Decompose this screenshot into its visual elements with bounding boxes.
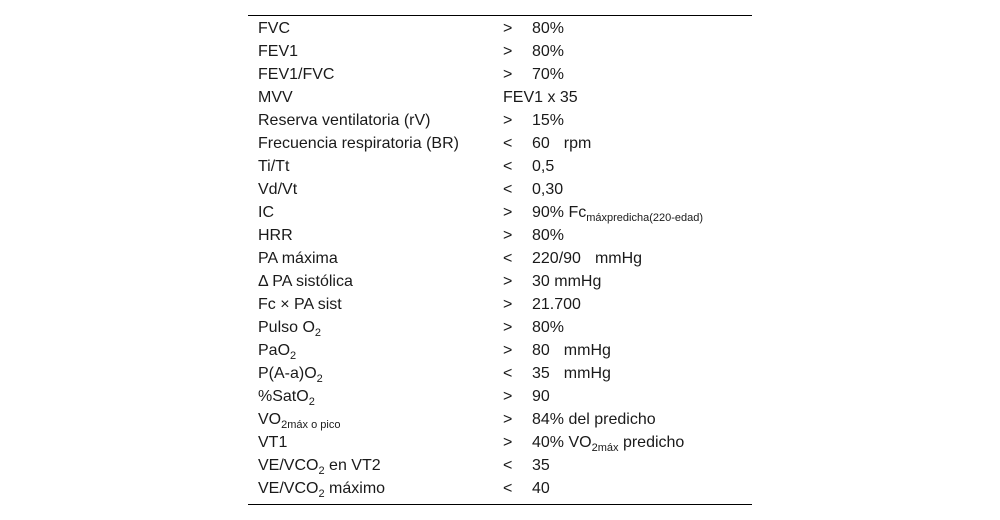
reference-value: 84% del predicho: [532, 411, 656, 428]
parameter-main: Pulso O: [258, 319, 315, 336]
parameter-subscript: 2: [316, 373, 323, 385]
operator: <: [503, 135, 513, 152]
parameter-name: Ti/Tt: [258, 158, 290, 175]
parameter-name: [258, 478, 385, 499]
value-subscript: 2máx: [591, 442, 619, 454]
operator: >: [503, 227, 513, 244]
parameter-name: [258, 409, 340, 430]
table-row: [248, 432, 752, 455]
reference-value: 80%: [532, 43, 565, 60]
parameter-name: HRR: [258, 227, 293, 244]
table-row: [248, 225, 752, 248]
parameter-subscript: 2: [290, 350, 297, 362]
parameter-suffix: en VT2: [324, 457, 381, 474]
table-row: [248, 294, 752, 317]
reference-value: 0,30: [532, 181, 564, 198]
reference-value: 15%: [532, 112, 565, 129]
parameter-name: PA máxima: [258, 250, 338, 267]
value-number: 35: [532, 365, 550, 382]
reference-value: 0,5: [532, 158, 555, 175]
operator: >: [503, 319, 513, 336]
parameter-main: PaO: [258, 342, 291, 359]
operator: >: [503, 20, 513, 37]
reference-values-table: [248, 15, 752, 505]
operator: >: [503, 388, 513, 405]
value-unit: mmHg: [594, 250, 643, 267]
table-row: [248, 18, 752, 41]
parameter-name: IC: [258, 204, 274, 221]
reference-value: 90: [532, 388, 550, 405]
reference-value: 80%: [532, 20, 565, 37]
parameter-suffix: máximo: [324, 480, 386, 497]
operator: >: [503, 112, 513, 129]
operator: <: [503, 480, 513, 497]
parameter-name: FEV1/FVC: [258, 66, 335, 83]
parameter-subscript: 2: [318, 488, 325, 500]
parameter-subscript: 2: [318, 465, 325, 477]
parameter-subscript: 2: [308, 396, 315, 408]
table-row: [248, 179, 752, 202]
reference-value: 21.700: [532, 296, 581, 313]
table-row: [248, 317, 752, 340]
reference-value: [532, 432, 684, 453]
parameter-subscript: 2máx o pico: [281, 419, 341, 431]
table-row: [248, 156, 752, 179]
operator: >: [503, 342, 513, 359]
operator: <: [503, 365, 513, 382]
operator: <: [503, 158, 513, 175]
value-number: 220/90: [532, 250, 581, 267]
table-row: [248, 41, 752, 64]
operator: >: [503, 296, 513, 313]
parameter-name: [258, 317, 321, 338]
value-unit: rpm: [563, 135, 592, 152]
table-row: [248, 248, 752, 271]
operator: <: [503, 250, 513, 267]
reference-value: 30 mmHg: [532, 273, 602, 290]
reference-value: [532, 133, 591, 154]
value-main: 40% VO: [532, 434, 592, 451]
table-row: [248, 455, 752, 478]
parameter-name: Δ PA sistólica: [258, 273, 353, 290]
parameter-main: VE/VCO: [258, 457, 319, 474]
parameter-name: FEV1: [258, 43, 299, 60]
parameter-name: [258, 363, 323, 384]
value-suffix: predicho: [618, 434, 685, 451]
parameter-name: Fc × PA sist: [258, 296, 342, 313]
parameter-name: [258, 386, 315, 407]
operator: >: [503, 66, 513, 83]
reference-value: 80%: [532, 227, 565, 244]
reference-value: [532, 248, 642, 269]
parameter-main: P(A-a)O: [258, 365, 317, 382]
table-row: [248, 87, 752, 110]
value-main: 90% Fc: [532, 204, 587, 221]
reference-value: [532, 202, 703, 223]
reference-value: [532, 363, 611, 384]
parameter-subscript: 2: [314, 327, 322, 339]
table-row: [248, 363, 752, 386]
reference-value: 80%: [532, 319, 565, 336]
parameter-name: MVV: [258, 89, 293, 106]
table-row: [248, 64, 752, 87]
table-row: [248, 110, 752, 133]
operator: >: [503, 273, 513, 290]
parameter-main: VO: [258, 411, 282, 428]
operator: >: [503, 204, 513, 221]
operator: <: [503, 457, 513, 474]
parameter-name: [258, 455, 381, 476]
value-number: 60: [532, 135, 550, 152]
parameter-main: %SatO: [258, 388, 309, 405]
operator: >: [503, 43, 513, 60]
parameter-main: VE/VCO: [258, 480, 319, 497]
value-number: 80: [532, 342, 550, 359]
operator: >: [503, 434, 513, 451]
operator: <: [503, 181, 513, 198]
parameter-name: FVC: [258, 20, 290, 37]
parameter-name: VT1: [258, 434, 288, 451]
value-unit: mmHg: [563, 365, 611, 382]
operator: >: [503, 411, 513, 428]
parameter-name: Frecuencia respiratoria (BR): [258, 135, 459, 152]
table-row: [248, 340, 752, 363]
parameter-name: Reserva ventilatoria (rV): [258, 112, 431, 129]
table-row: [248, 202, 752, 225]
reference-value: 40: [532, 480, 550, 497]
parameter-name: Vd/Vt: [258, 181, 298, 198]
reference-value: 70%: [532, 66, 565, 83]
value-subscript: máxpredicha(220-edad): [586, 212, 704, 224]
table-row: [248, 409, 752, 432]
table-row: [248, 386, 752, 409]
value-unit: mmHg: [563, 342, 611, 359]
reference-value: FEV1 x 35: [503, 89, 578, 106]
reference-value: 35: [532, 457, 550, 474]
table-row: [248, 271, 752, 294]
table-row: [248, 478, 752, 501]
reference-value: [532, 340, 611, 361]
parameter-name: [258, 340, 296, 361]
table-row: [248, 133, 752, 156]
